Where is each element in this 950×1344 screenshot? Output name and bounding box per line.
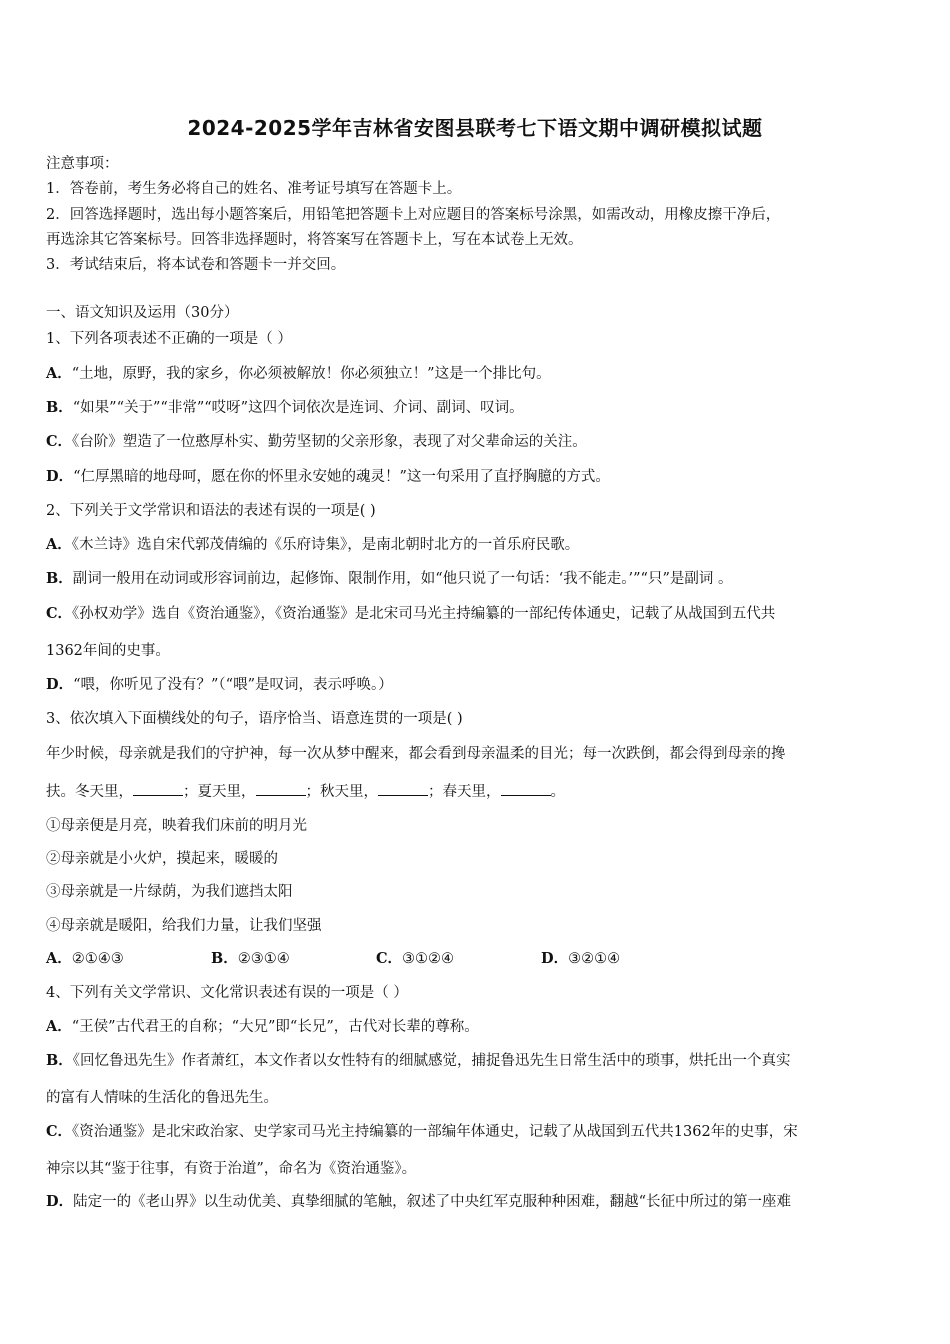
question-1-option-b: [46, 396, 524, 417]
question-4-stem: 4、下列有关文学常识、文化常识表述有误的一项是（ ）: [46, 985, 408, 1001]
question-4-option-d: [46, 1190, 791, 1211]
option-text: ②①④③: [71, 951, 124, 967]
option-label: C．: [46, 433, 73, 450]
question-4-option-c: [46, 1120, 798, 1141]
option-text: ③②①④: [568, 951, 621, 967]
question-3-item: ①母亲便是月亮，映着我们床前的明月光: [46, 818, 307, 834]
question-3-stem: 3、依次填入下面横线处的句子，语序恰当、语意连贯的一项是( ): [46, 711, 463, 727]
fill-blank: [133, 783, 183, 796]
question-4-option-a: [46, 1015, 479, 1036]
question-2-stem: 2、下列关于文学常识和语法的表述有误的一项是( ): [46, 503, 376, 519]
question-2-option-c: [46, 602, 775, 623]
fill-blank: [378, 783, 428, 796]
question-2-option-a: [46, 533, 579, 554]
option-label: B．: [46, 570, 73, 587]
notice-heading: 注意事项：: [46, 156, 119, 172]
option-label: A．: [46, 365, 72, 382]
passage-text: ；秋天里，: [305, 784, 378, 800]
question-1-option-c: [46, 430, 587, 451]
option-label: D．: [46, 1193, 74, 1210]
question-3-option-d: [541, 947, 706, 968]
passage-text: 。: [550, 784, 565, 800]
option-text: 《回忆鲁迅先生》作者萧红，本文作者以女性特有的细腻感觉，捕捉鲁迅先生日常生活中的琐事，烘托出一个真实: [72, 1053, 791, 1069]
option-text: “土地，原野，我的家乡，你必须被解放！你必须独立！”这是一个排比句。: [71, 366, 551, 382]
option-text: “王侯”古代君王的自称；“大兄”即“长兄”，古代对长辈的尊称。: [71, 1019, 479, 1035]
question-3-passage: 年少时候，母亲就是我们的守护神，每一次从梦中醒来，都会看到母亲温柔的目光；每一次跌倒，都会得到母亲的搀: [46, 746, 786, 762]
question-3-item: ④母亲就是暖阳，给我们力量，让我们坚强: [46, 918, 322, 934]
notice-item: 再选涂其它答案标号。回答非选择题时，将答案写在答题卡上，写在本试卷上无效。: [46, 232, 583, 248]
option-label: C．: [376, 950, 403, 967]
option-text: ②③①④: [237, 951, 290, 967]
notice-item: 1．答卷前，考生务必将自己的姓名、准考证号填写在答题卡上。: [46, 181, 462, 197]
question-1-option-d: [46, 465, 610, 486]
notice-item: 3．考试结束后，将本试卷和答题卡一并交回。: [46, 257, 346, 273]
question-2-option-c-cont: 1362年间的史事。: [46, 643, 170, 659]
option-text: “仁厚黑暗的地母呵，愿在你的怀里永安她的魂灵！”这一句采用了直抒胸臆的方式。: [73, 469, 610, 485]
option-text: 《孙权劝学》选自《资治通鉴》，《资治通鉴》是北宋司马光主持编纂的一部纪传体通史，记载了从战国到五代共: [72, 606, 776, 622]
question-4-option-b: [46, 1049, 791, 1070]
option-text: 《资治通鉴》是北宋政治家、史学家司马光主持编纂的一部编年体通史，记载了从战国到五代共1362年的史事，宋: [72, 1124, 798, 1140]
section-heading: 一、语文知识及运用（30分）: [46, 305, 239, 321]
option-label: A．: [46, 536, 72, 553]
option-text: “喂，你听见了没有？”（“喂”是叹词，表示呼唤。）: [73, 677, 393, 693]
question-4-option-c-cont: 神宗以其“鉴于往事，有资于治道”，命名为《资治通鉴》。: [46, 1161, 417, 1177]
fill-blank: [501, 783, 551, 796]
question-3-option-c: [376, 947, 541, 968]
option-text: ③①②④: [402, 951, 455, 967]
option-label: B．: [46, 1052, 73, 1069]
option-text: “如果”“关于”“非常”“哎呀”这四个词依次是连词、介词、副词、叹词。: [72, 400, 524, 416]
passage-text: 扶。冬天里，: [46, 784, 133, 800]
option-label: C．: [46, 1123, 73, 1140]
option-label: C．: [46, 605, 73, 622]
option-label: A．: [46, 1018, 72, 1035]
question-3-option-a: [46, 947, 211, 968]
option-label: D．: [46, 468, 74, 485]
question-1-stem: 1、下列各项表述不正确的一项是（ ）: [46, 331, 292, 347]
option-label: D．: [46, 676, 74, 693]
fill-blank: [256, 783, 306, 796]
notice-item: 2．回答选择题时，选出每小题答案后，用铅笔把答题卡上对应题目的答案标号涂黑，如需改动，用橡皮擦干净后，: [46, 207, 781, 223]
page-title: 2024-2025学年吉林省安图县联考七下语文期中调研模拟试题: [187, 116, 763, 140]
option-text: 《木兰诗》选自宋代郭茂倩编的《乐府诗集》，是南北朝时北方的一首乐府民歌。: [71, 537, 580, 553]
option-label: B．: [211, 950, 238, 967]
option-text: 副词一般用在动词或形容词前边，起修饰、限制作用，如“他只说了一句话：‘我不能走。’”“只”是副词 。: [72, 571, 733, 587]
question-3-option-b: [211, 947, 376, 968]
question-3-item: ②母亲就是小火炉，摸起来，暖暖的: [46, 851, 278, 867]
question-4-option-b-cont: 的富有人情味的生活化的鲁迅先生。: [46, 1090, 278, 1106]
question-2-option-d: [46, 673, 393, 694]
option-text: 陆定一的《老山界》以生动优美、真挚细腻的笔触，叙述了中央红军克服种种困难，翻越“长征中所过的第一座难: [73, 1194, 791, 1210]
option-label: D．: [541, 950, 569, 967]
option-label: B．: [46, 399, 73, 416]
question-1-option-a: [46, 362, 551, 383]
question-2-option-b: [46, 567, 733, 588]
option-text: 《台阶》塑造了一位憨厚朴实、勤劳坚韧的父亲形象，表现了对父辈命运的关注。: [72, 434, 587, 450]
option-label: A．: [46, 950, 72, 967]
question-3-options: [46, 947, 706, 968]
question-3-item: ③母亲就是一片绿荫，为我们遮挡太阳: [46, 884, 293, 900]
passage-text: ；春天里，: [428, 784, 501, 800]
question-3-passage-blanks: [46, 780, 565, 801]
passage-text: ；夏天里，: [183, 784, 256, 800]
